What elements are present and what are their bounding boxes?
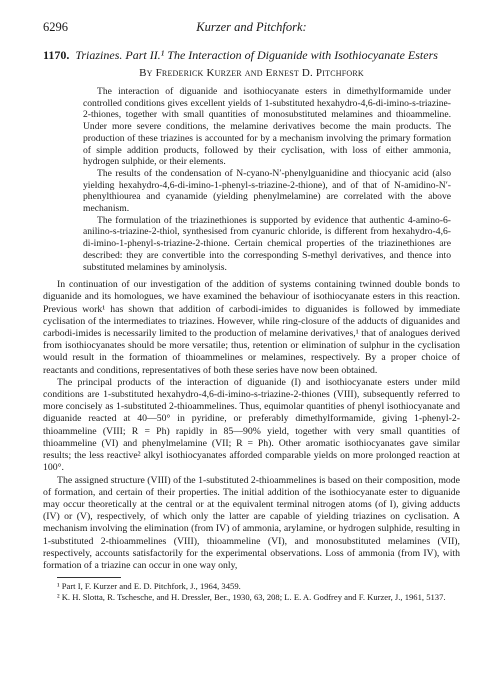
abstract-paragraph: The formulation of the triazinethiones is supported by evidence that authentic 4-amino-6-anilino-s-triazine-2-thiol, synthesised from cyanuric chloride, is different from hexahydro-4,6-di-imino-1-phenyl-s-triazine-2-thione. Certain chemical properties of the triazinethiones are described: they are convertible into the corresponding S-methyl derivatives, and thence into substituted melamines by aminolysis. (83, 214, 451, 273)
abstract-paragraph: The results of the condensation of N-cyano-N′-phenylguanidine and thiocyanic acid (also yielding hexahydro-4,6-di-imino-1-phenyl-s-triazine-2-thione), and of that of N-amidino-N′-phenylthiourea and cyanamide (yielding phenylmelamine) are correlated with the above mechanism. (83, 167, 451, 215)
running-head (43, 20, 460, 36)
footnotes (43, 581, 460, 602)
page-number: 6296 (43, 20, 68, 34)
body-paragraph: In continuation of our investigation of the addition of systems containing twinned double bonds to diguanide and its homologues, we have examined the behaviour of isothiocyanate esters in this reaction. Previous work¹ has shown that addition of carbodi-imides to diguanides is followed by immediate cyclisation of the intermediates to triazines. However, while ring-closure of the adducts of diguanides and carbodi-imides is necessarily limited to the production of melamine derivatives,¹ that of analogues derived from isothiocyanates should be more versatile; thus, retention or elimination of sulphur in the cyclisation would result in the formation of thioammelines or melamines, respectively. By a proper choice of reactants and conditions, representatives of both these series have now been obtained. (43, 279, 460, 376)
article-number: 1170. (43, 48, 70, 62)
footnote-divider (57, 577, 121, 578)
author-line: By Frederick Kurzer and Ernest D. Pitchfork (139, 67, 364, 79)
article-title-text: Triazines. Part II.¹ The Interaction of Diguanide with Isothiocyanate Esters (75, 48, 438, 62)
footnote: ¹ Part I, F. Kurzer and E. D. Pitchfork, J., 1964, 3459. (57, 581, 241, 592)
body-paragraph: The principal products of the interaction of diguanide (I) and isothiocyanate esters under mild conditions are 1-substituted hexahydro-4,6-di-imino-s-triazine-2-thiones (VIII), subsequently referred to more concisely as 1-substituted 2-thioammelines. Thus, equimolar quantities of phenyl isothiocyanate and diguanide reacted at 40—50° in pyridine, or preferably dimethylformamide, giving 1-phenyl-2-thioammeline (VIII; R = Ph) rapidly in 85—90% yield, together with very small quantities of thioammeline (VI) and phenylmelamine (VII; R = Ph). Other aromatic isothiocyanates gave similar results; the less reactive² alkyl isothiocyanates afforded comparable yields on more prolonged reaction at 100°. (43, 376, 460, 474)
footnote: ² K. H. Slotta, R. Tschesche, and H. Dressler, Ber., 1930, 63, 208; L. E. A. Godfrey and F. Kurzer, J., 1961, 5137. (57, 591, 446, 602)
abstract (83, 86, 451, 273)
body-paragraph: The assigned structure (VIII) of the 1-substituted 2-thioammelines is based on their composition, mode of formation, and certain of their properties. The initial addition of the isothiocyanate ester to diguanide may occur theoretically at the central or at the equivalent terminal nitrogen atoms (of I), giving adducts (IV) or (V), respectively, of which only the latter are capable of yielding triazines on cyclisation. A mechanism involving the elimination (from IV) of ammonia, arylamine, or hydrogen sulphide, resulting in 1-substituted 2-thioammelines (VIII), thioammeline (VI), and monosubstituted melamines (VII), respectively, accounts satisfactorily for the experimental observations. Loss of ammonia (from IV), with formation of a triazine can occur in one way only, (43, 474, 460, 571)
abstract-paragraph: The interaction of diguanide and isothiocyanate esters in dimethylformamide under controlled conditions gives excellent yields of 1-substituted hexahydro-4,6-di-imino-s-triazine-2-thiones, together with small quantities of monosubstituted melamines and thioammeline. Under more severe conditions, the melamine derivatives become the main products. The production of these triazines is accounted for by a mechanism involving the primary formation of simple addition products, followed by their cyclisation, with loss of either ammonia, hydrogen sulphide, or their elements. (83, 86, 451, 168)
body-text (43, 279, 460, 572)
running-title: Kurzer and Pitchfork: (196, 20, 307, 34)
article-title (43, 48, 460, 63)
